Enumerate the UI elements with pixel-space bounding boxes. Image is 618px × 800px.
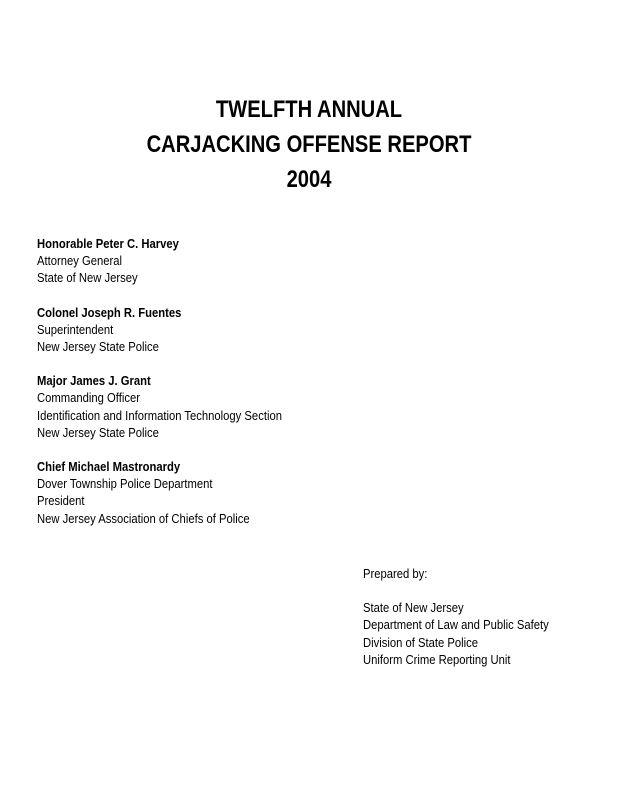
- official-attorney-general: [37, 236, 357, 288]
- official-organization: State of New Jersey: [37, 271, 138, 286]
- official-title: Commanding Officer: [37, 391, 140, 406]
- official-name: Colonel Joseph R. Fuentes: [37, 305, 182, 320]
- official-name: Major James J. Grant: [37, 374, 151, 389]
- official-superintendent: [37, 305, 357, 357]
- official-chiefs-association: [37, 459, 357, 528]
- official-title: Attorney General: [37, 254, 123, 269]
- officials-list: [37, 236, 357, 545]
- official-section: Identification and Information Technology Section: [37, 408, 282, 423]
- official-commanding-officer: [37, 373, 357, 442]
- official-name: Chief Michael Mastronardy: [37, 460, 181, 475]
- official-title: Superintendent: [37, 322, 114, 337]
- official-organization: New Jersey State Police: [37, 425, 159, 440]
- official-organization: New Jersey Association of Chiefs of Police: [37, 511, 250, 526]
- prepared-by-line: State of New Jersey: [363, 601, 464, 616]
- prepared-by-line: Department of Law and Public Safety: [363, 618, 549, 633]
- title-line-1: TWELFTH ANNUAL: [215, 96, 403, 123]
- prepared-by-line: Uniform Crime Reporting Unit: [363, 652, 511, 667]
- title-line-2: CARJACKING OFFENSE REPORT: [146, 131, 472, 158]
- official-organization: New Jersey State Police: [37, 340, 159, 355]
- title-line-3: 2004: [286, 166, 332, 193]
- report-title: [0, 92, 618, 197]
- prepared-by-line: Division of State Police: [363, 635, 479, 650]
- official-name: Honorable Peter C. Harvey: [37, 237, 179, 251]
- official-title: President: [37, 494, 85, 509]
- official-department: Dover Township Police Department: [37, 477, 213, 492]
- prepared-by-label: Prepared by:: [363, 567, 428, 581]
- prepared-by-block: [363, 566, 603, 669]
